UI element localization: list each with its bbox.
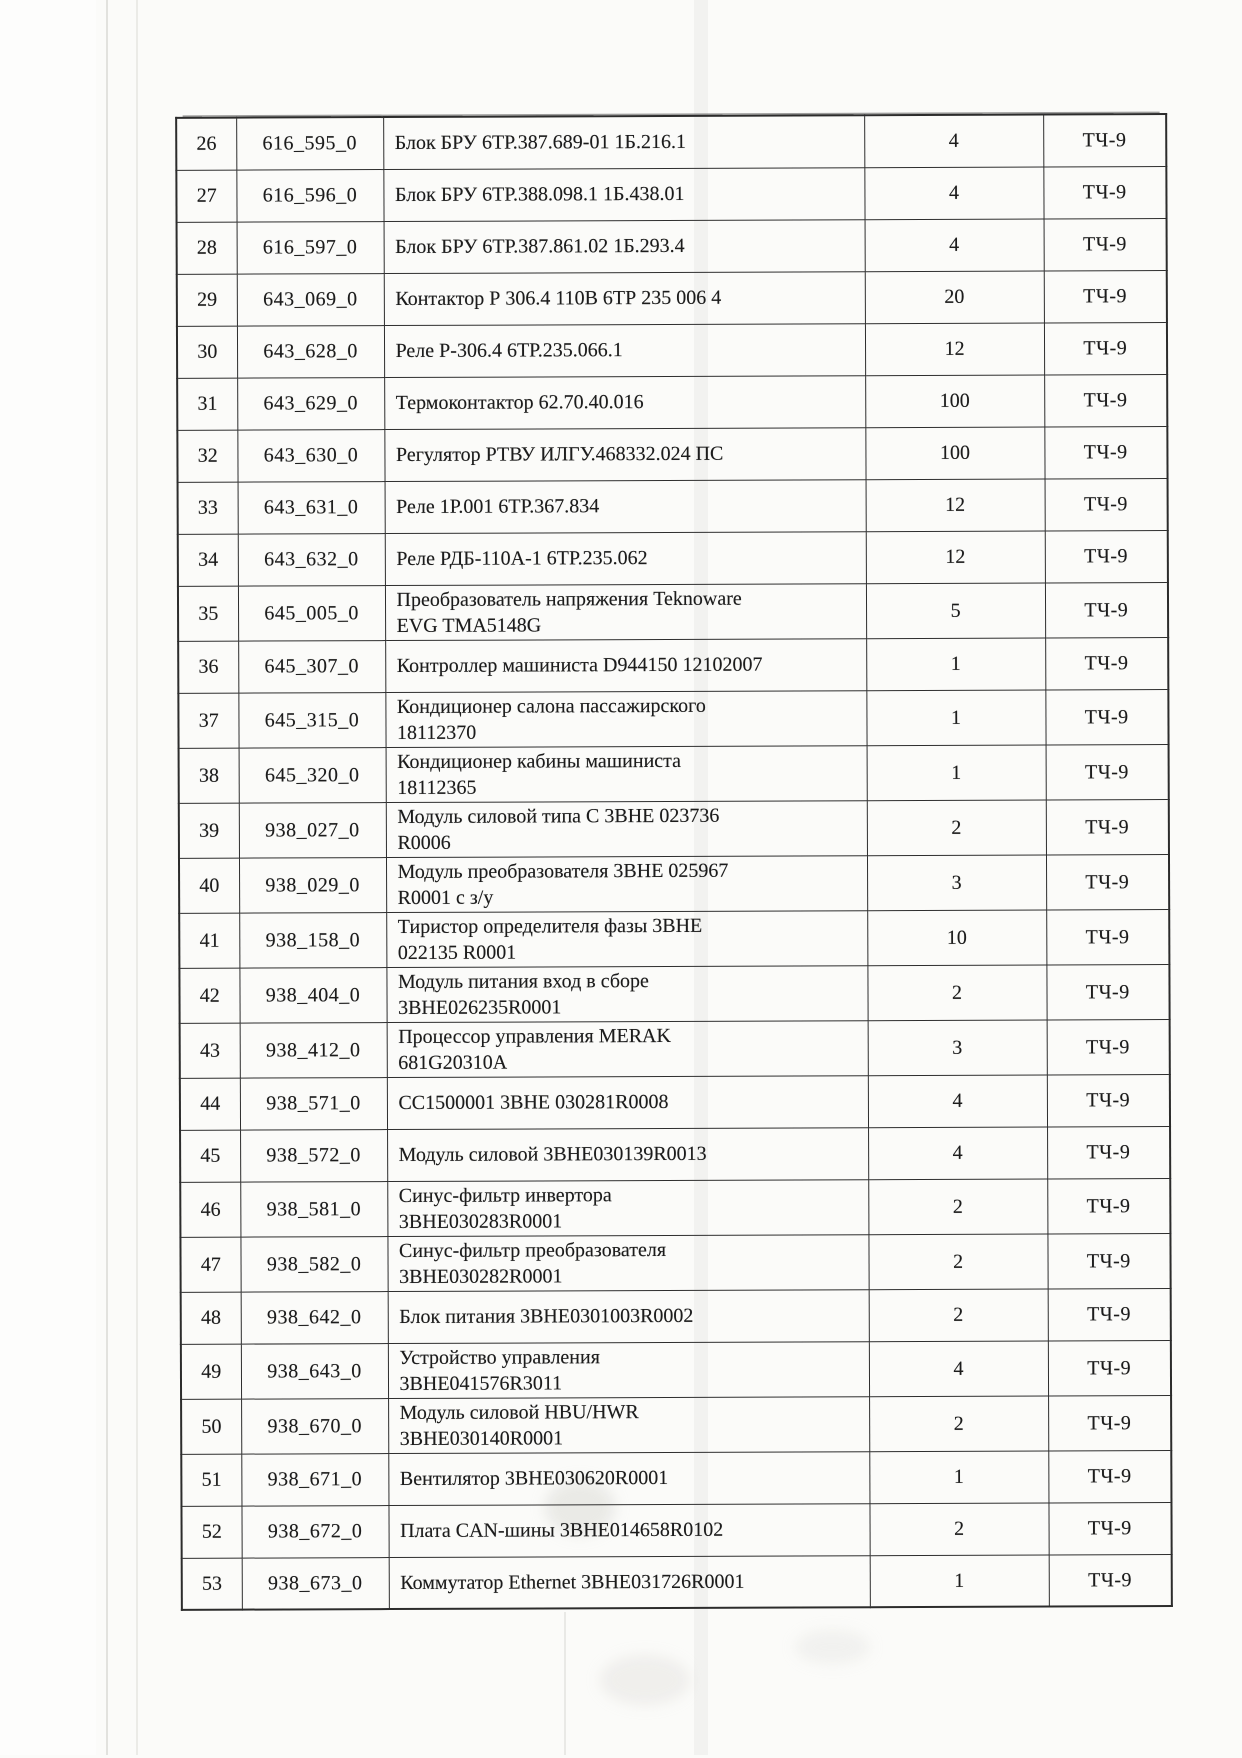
- destination-cell: ТЧ-9: [1043, 114, 1166, 166]
- row-number-cell: 53: [182, 1558, 242, 1610]
- part-code-cell: 643_630_0: [237, 429, 384, 482]
- destination-cell: ТЧ-9: [1047, 1126, 1170, 1178]
- table-row: [178, 530, 1168, 586]
- row-number-cell: 48: [181, 1292, 241, 1344]
- table-row: [177, 426, 1167, 482]
- quantity-cell: 1: [866, 638, 1045, 691]
- part-description-cell: Синус-фильтр инвертора 3BHE030283R0001: [387, 1179, 868, 1236]
- part-code-cell: 938_673_0: [242, 1557, 389, 1610]
- table-row: [176, 114, 1166, 170]
- quantity-cell: 100: [865, 375, 1044, 428]
- table-row: [178, 637, 1168, 693]
- row-number-cell: 28: [177, 222, 237, 274]
- part-description-cell: Блок БРУ 6ТР.388.098.1 1Б.438.01: [383, 167, 864, 221]
- part-code-cell: 938_671_0: [241, 1453, 388, 1506]
- quantity-cell: 5: [866, 583, 1045, 639]
- destination-cell: ТЧ-9: [1043, 166, 1166, 218]
- destination-cell: ТЧ-9: [1044, 270, 1167, 322]
- row-number-cell: 49: [181, 1344, 241, 1399]
- row-number-cell: 37: [178, 693, 238, 748]
- part-code-cell: 938_158_0: [239, 912, 386, 968]
- destination-cell: ТЧ-9: [1044, 426, 1167, 478]
- quantity-cell: 2: [868, 1179, 1047, 1235]
- table-row: [180, 1233, 1170, 1292]
- destination-cell: ТЧ-9: [1048, 1450, 1171, 1502]
- table-row: [178, 689, 1168, 748]
- table-row: [179, 964, 1169, 1023]
- destination-cell: ТЧ-9: [1048, 1502, 1171, 1554]
- row-number-cell: 27: [176, 170, 236, 222]
- row-number-cell: 44: [180, 1078, 240, 1130]
- part-code-cell: 938_404_0: [239, 967, 386, 1023]
- part-code-cell: 645_005_0: [238, 585, 385, 641]
- part-code-cell: 643_069_0: [237, 273, 384, 326]
- destination-cell: ТЧ-9: [1047, 1178, 1170, 1233]
- part-code-cell: 616_596_0: [236, 169, 383, 222]
- part-code-cell: 938_670_0: [241, 1398, 388, 1454]
- part-code-cell: 938_571_0: [240, 1077, 387, 1130]
- part-description-cell: Модуль преобразователя 3BHE 025967 R0001 с з/у: [386, 855, 867, 912]
- destination-cell: ТЧ-9: [1047, 1074, 1170, 1126]
- destination-cell: ТЧ-9: [1047, 1233, 1170, 1288]
- part-code-cell: 643_631_0: [238, 481, 385, 534]
- part-code-cell: 643_628_0: [237, 325, 384, 378]
- part-code-cell: 938_672_0: [241, 1505, 388, 1558]
- table-row: [179, 909, 1169, 968]
- quantity-cell: 2: [867, 800, 1046, 856]
- quantity-cell: 4: [864, 115, 1043, 168]
- part-description-cell: Коммутатор Ethernet 3BHE031726R0001: [389, 1555, 870, 1609]
- destination-cell: ТЧ-9: [1044, 322, 1167, 374]
- row-number-cell: 33: [178, 482, 238, 534]
- part-description-cell: Устройство управления 3BHE041576R3011: [388, 1341, 869, 1398]
- part-description-cell: Блок БРУ 6ТР.387.861.02 1Б.293.4: [384, 219, 865, 273]
- table-row: [181, 1502, 1171, 1558]
- quantity-cell: 1: [867, 745, 1046, 801]
- row-number-cell: 31: [177, 378, 237, 430]
- row-number-cell: 52: [181, 1506, 241, 1558]
- part-description-cell: Модуль силовой 3BHE030139R0013: [387, 1127, 868, 1181]
- part-code-cell: 645_320_0: [239, 747, 386, 803]
- quantity-cell: 4: [865, 219, 1044, 272]
- row-number-cell: 45: [180, 1130, 240, 1182]
- table-row: [179, 799, 1169, 858]
- row-number-cell: 29: [177, 274, 237, 326]
- part-description-cell: Модуль питания вход в сборе 3BHE026235R0001: [386, 965, 867, 1022]
- part-code-cell: 938_643_0: [241, 1343, 388, 1399]
- part-code-cell: 938_582_0: [240, 1236, 387, 1292]
- destination-cell: ТЧ-9: [1048, 1395, 1171, 1450]
- part-code-cell: 616_597_0: [237, 221, 384, 274]
- destination-cell: ТЧ-9: [1048, 1340, 1171, 1395]
- destination-cell: ТЧ-9: [1049, 1554, 1172, 1606]
- table-row: [179, 854, 1169, 913]
- row-number-cell: 32: [177, 430, 237, 482]
- destination-cell: ТЧ-9: [1046, 799, 1169, 854]
- destination-cell: ТЧ-9: [1045, 689, 1168, 744]
- quantity-cell: 2: [867, 965, 1046, 1021]
- table-row: [181, 1450, 1171, 1506]
- destination-cell: ТЧ-9: [1045, 637, 1168, 689]
- destination-cell: ТЧ-9: [1046, 964, 1169, 1019]
- quantity-cell: 1: [870, 1555, 1049, 1608]
- part-code-cell: 616_595_0: [236, 117, 383, 170]
- quantity-cell: 2: [869, 1289, 1048, 1342]
- table-row: [177, 270, 1167, 326]
- row-number-cell: 40: [179, 858, 239, 913]
- part-code-cell: 938_027_0: [239, 802, 386, 858]
- quantity-cell: 100: [865, 427, 1044, 480]
- table-row: [176, 166, 1166, 222]
- destination-cell: ТЧ-9: [1046, 744, 1169, 799]
- part-code-cell: 938_412_0: [240, 1022, 387, 1078]
- row-number-cell: 34: [178, 534, 238, 586]
- part-code-cell: 643_629_0: [237, 377, 384, 430]
- part-code-cell: 938_572_0: [240, 1129, 387, 1182]
- part-description-cell: Преобразователь напряжения Teknoware EVG TMA5148G: [385, 583, 866, 640]
- destination-cell: ТЧ-9: [1045, 582, 1168, 637]
- quantity-cell: 10: [867, 910, 1046, 966]
- quantity-cell: 3: [868, 1020, 1047, 1076]
- quantity-cell: 12: [865, 323, 1044, 376]
- part-description-cell: Вентилятор 3BHE030620R0001: [388, 1451, 869, 1505]
- quantity-cell: 4: [864, 167, 1043, 220]
- table-row: [180, 1019, 1170, 1078]
- row-number-cell: 51: [181, 1454, 241, 1506]
- parts-table-body: [176, 114, 1172, 1610]
- table-row: [182, 1554, 1172, 1610]
- table-row: [178, 582, 1168, 641]
- table-row: [181, 1340, 1171, 1399]
- quantity-cell: 3: [867, 855, 1046, 911]
- part-description-cell: Блок БРУ 6ТР.387.689-01 1Б.216.1: [383, 115, 864, 169]
- row-number-cell: 38: [179, 748, 239, 803]
- row-number-cell: 36: [178, 641, 238, 693]
- part-description-cell: Блок питания 3BHE0301003R0002: [388, 1289, 869, 1343]
- part-code-cell: 643_632_0: [238, 533, 385, 586]
- part-description-cell: CC1500001 3BHE 030281R0008: [387, 1075, 868, 1129]
- table-row: [180, 1126, 1170, 1182]
- table-row: [177, 322, 1167, 378]
- part-code-cell: 938_642_0: [241, 1291, 388, 1344]
- row-number-cell: 47: [180, 1237, 240, 1292]
- quantity-cell: 12: [866, 479, 1045, 532]
- quantity-cell: 2: [869, 1396, 1048, 1452]
- table-row: [181, 1288, 1171, 1344]
- table-row: [179, 744, 1169, 803]
- destination-cell: ТЧ-9: [1046, 909, 1169, 964]
- part-description-cell: Кондиционер кабины машиниста 18112365: [386, 745, 867, 802]
- parts-table: [175, 113, 1173, 1611]
- destination-cell: ТЧ-9: [1048, 1288, 1171, 1340]
- part-code-cell: 938_581_0: [240, 1181, 387, 1237]
- part-description-cell: Реле 1Р.001 6ТР.367.834: [385, 479, 866, 533]
- table-row: [177, 218, 1167, 274]
- part-description-cell: Тиристор определителя фазы 3BHE 022135 R0001: [386, 910, 867, 967]
- row-number-cell: 43: [180, 1023, 240, 1078]
- table-row: [180, 1178, 1170, 1237]
- part-code-cell: 645_315_0: [238, 692, 385, 748]
- destination-cell: ТЧ-9: [1045, 530, 1168, 582]
- part-description-cell: Модуль силовой HBU/HWR 3BHE030140R0001: [388, 1396, 869, 1453]
- part-description-cell: Кондиционер салона пассажирского 18112370: [385, 690, 866, 747]
- row-number-cell: 26: [176, 118, 236, 170]
- destination-cell: ТЧ-9: [1045, 478, 1168, 530]
- quantity-cell: 12: [866, 531, 1045, 584]
- part-description-cell: Процессор управления MERAK 681G20310A: [387, 1020, 868, 1077]
- destination-cell: ТЧ-9: [1047, 1019, 1170, 1074]
- destination-cell: ТЧ-9: [1044, 218, 1167, 270]
- quantity-cell: 2: [869, 1503, 1048, 1556]
- part-description-cell: Плата CAN-шины 3BHE014658R0102: [388, 1503, 869, 1557]
- row-number-cell: 39: [179, 803, 239, 858]
- quantity-cell: 20: [865, 271, 1044, 324]
- part-description-cell: Реле Р-306.4 6ТР.235.066.1: [384, 323, 865, 377]
- quantity-cell: 4: [869, 1341, 1048, 1397]
- row-number-cell: 42: [179, 968, 239, 1023]
- table-row: [178, 478, 1168, 534]
- part-description-cell: Регулятор РТВУ ИЛГУ.468332.024 ПС: [384, 427, 865, 481]
- quantity-cell: 4: [868, 1127, 1047, 1180]
- part-description-cell: Контроллер машиниста D944150 12102007: [385, 638, 866, 692]
- table-row: [181, 1395, 1171, 1454]
- part-description-cell: Термоконтактор 62.70.40.016: [384, 375, 865, 429]
- table-row: [180, 1074, 1170, 1130]
- row-number-cell: 35: [178, 586, 238, 641]
- quantity-cell: 4: [868, 1075, 1047, 1128]
- part-description-cell: Синус-фильтр преобразователя 3BHE030282R0001: [387, 1234, 868, 1291]
- quantity-cell: 1: [869, 1451, 1048, 1504]
- table-row: [177, 374, 1167, 430]
- part-description-cell: Контактор Р 306.4 110В 6ТР 235 006 4: [384, 271, 865, 325]
- part-code-cell: 938_029_0: [239, 857, 386, 913]
- part-description-cell: Реле РДБ-110А-1 6ТР.235.062: [385, 531, 866, 585]
- row-number-cell: 50: [181, 1399, 241, 1454]
- destination-cell: ТЧ-9: [1044, 374, 1167, 426]
- destination-cell: ТЧ-9: [1046, 854, 1169, 909]
- row-number-cell: 41: [179, 913, 239, 968]
- quantity-cell: 1: [866, 690, 1045, 746]
- quantity-cell: 2: [868, 1234, 1047, 1290]
- row-number-cell: 30: [177, 326, 237, 378]
- row-number-cell: 46: [180, 1182, 240, 1237]
- part-description-cell: Модуль силовой типа С 3BHE 023736 R0006: [386, 800, 867, 857]
- part-code-cell: 645_307_0: [238, 640, 385, 693]
